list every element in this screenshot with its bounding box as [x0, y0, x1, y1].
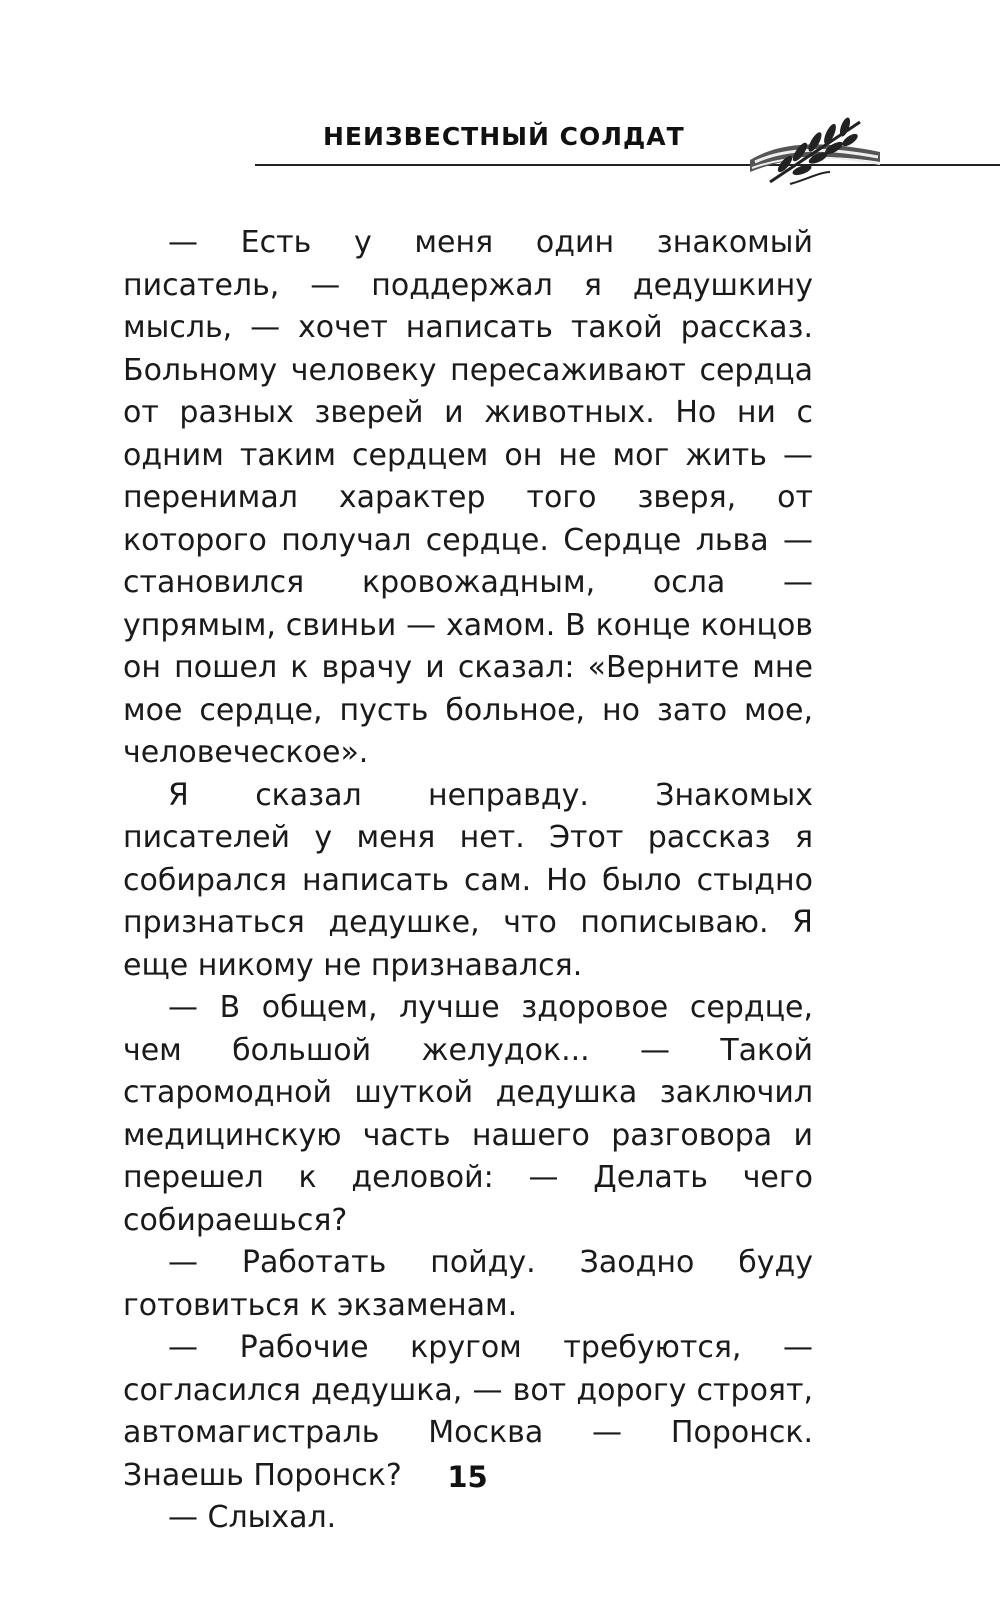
paragraph: — Работать пойду. Заодно буду готовиться к экзаменам. — [123, 1245, 813, 1323]
page-number: 15 — [447, 1460, 488, 1494]
page-header — [255, 112, 1000, 192]
laurel-branch-ribbon-icon — [730, 112, 895, 192]
body-text — [123, 222, 813, 1540]
running-title: НЕИЗВЕСТНЫЙ СОЛДАТ — [323, 122, 685, 151]
paragraph: — Слыхал. — [168, 1500, 337, 1535]
paragraph: Я сказал неправду. Знакомых писателей у меня нет. Этот рассказ я собирался написать сам. Но было стыдно признаться дедушке, что пописываю. Я еще никому не признавался. — [123, 777, 813, 983]
paragraph: — Есть у меня один знакомый писатель, — поддержал я дедушкину мысль, — хочет написать такой рассказ. Больному человеку пересаживают сердца от разных зверей и животных. Но ни с одним таким сердцем он не мог жить — перенимал характер того зверя, от которого получал сердце. Сердце льва — становился кровожадным, осла — упрямым, свиньи — хамом. В конце концов он пошел к врачу и сказал: «Верните мне мое сердце, пусть больное, но зато мое, человеческое». — [123, 225, 813, 770]
paragraph: — В общем, лучше здоровое сердце, чем большой желудок... — Такой старомодной шуткой дедушка заключил медицинскую часть нашего разговора и перешел к деловой: — Делать чего собираешься? — [123, 990, 813, 1238]
paragraph: — Рабочие кругом требуются, — согласился дедушка, — вот дорогу строят, автомагистраль Москва — Поронск. Знаешь Поронск? — [123, 1330, 813, 1493]
